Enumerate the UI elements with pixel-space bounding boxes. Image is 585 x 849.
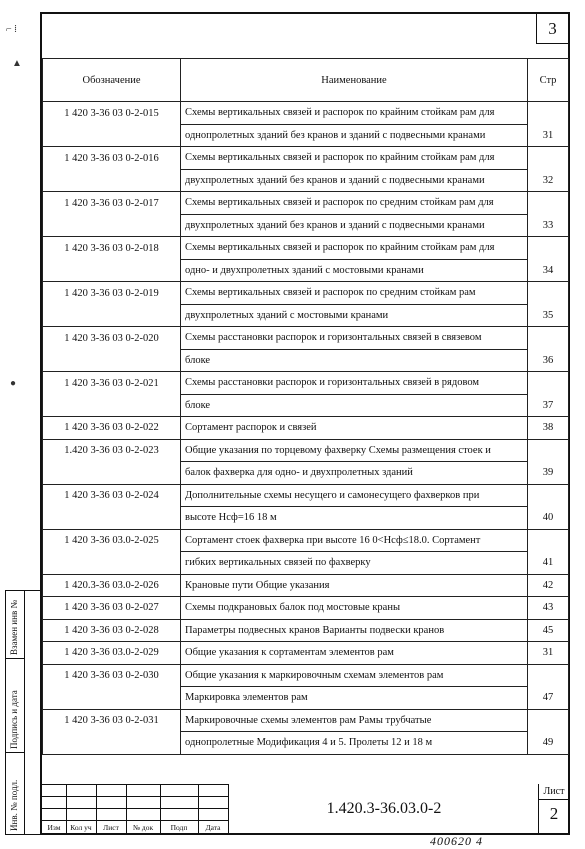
sheet-label: Лист bbox=[539, 786, 569, 800]
row-name: Общие указания по торцевому фахверку Схемы размещения стоек и bbox=[181, 439, 528, 462]
row-code-blank bbox=[43, 552, 181, 575]
row-name: Схемы вертикальных связей и распорок по средним стойкам рам bbox=[181, 282, 528, 305]
row-name-cont: балок фахверка для одно- и двухпролетных зданий bbox=[181, 462, 528, 485]
row-page: 37 bbox=[528, 394, 569, 417]
label-podp: Подп bbox=[170, 823, 188, 832]
row-page: 34 bbox=[528, 259, 569, 282]
header-name: Наименование bbox=[181, 59, 528, 102]
row-page: 35 bbox=[528, 304, 569, 327]
row-code: 1 420 3-36 03 0-2-031 bbox=[43, 709, 181, 732]
row-page-blank bbox=[528, 147, 569, 170]
table-row bbox=[43, 439, 569, 462]
table-row bbox=[43, 102, 569, 125]
table-row-continuation bbox=[43, 552, 569, 575]
table-row-continuation bbox=[43, 349, 569, 372]
row-code: 1 420 3-36 03 0-2-015 bbox=[43, 102, 181, 125]
row-name-cont: одно- и двухпролетных зданий с мостовыми кранами bbox=[181, 259, 528, 282]
row-page: 42 bbox=[528, 574, 569, 597]
row-code: 1 420 3-36 03 0-2-030 bbox=[43, 664, 181, 687]
table-row bbox=[43, 147, 569, 170]
row-code-blank bbox=[43, 394, 181, 417]
row-code: 1 420 3-36 03 0-2-024 bbox=[43, 484, 181, 507]
row-code: 1 420 3-36 03 0-2-020 bbox=[43, 327, 181, 350]
row-code-blank bbox=[43, 214, 181, 237]
row-page: 38 bbox=[528, 417, 569, 440]
row-page-blank bbox=[528, 484, 569, 507]
row-name: Схемы вертикальных связей и распорок по крайним стойкам рам для bbox=[181, 102, 528, 125]
margin-mark: ▲ bbox=[12, 58, 22, 69]
row-code: 1 420 3-36 03 0-2-018 bbox=[43, 237, 181, 260]
table-row-continuation bbox=[43, 462, 569, 485]
row-name-cont: однопролетные Модификация 4 и 5. Пролеты 12 и 18 м bbox=[181, 732, 528, 755]
row-name: Схемы подкрановых балок под мостовые краны bbox=[181, 597, 528, 620]
row-page-blank bbox=[528, 709, 569, 732]
row-name: Схемы расстановки распорок и горизонтальных связей в рядовом bbox=[181, 372, 528, 395]
row-page-blank bbox=[528, 192, 569, 215]
row-page-blank bbox=[528, 102, 569, 125]
table-row-continuation bbox=[43, 259, 569, 282]
table-row-continuation bbox=[43, 214, 569, 237]
row-code: 1 420 3-36 03 0-2-027 bbox=[43, 597, 181, 620]
row-name-cont: блоке bbox=[181, 349, 528, 372]
margin-mark: ● bbox=[10, 378, 17, 389]
row-code: 1 420 3-36 03 0-2-016 bbox=[43, 147, 181, 170]
sheet-cell bbox=[538, 784, 569, 833]
row-name: Параметры подвесных кранов Варианты подвески кранов bbox=[181, 619, 528, 642]
row-page: 39 bbox=[528, 462, 569, 485]
top-sheet-number: 3 bbox=[536, 14, 568, 44]
table-body bbox=[43, 102, 569, 755]
row-page: 32 bbox=[528, 169, 569, 192]
row-code-blank bbox=[43, 259, 181, 282]
row-page-blank bbox=[528, 664, 569, 687]
table-row bbox=[43, 417, 569, 440]
row-name: Общие указания к маркировочным схемам элементов рам bbox=[181, 664, 528, 687]
table-row bbox=[43, 327, 569, 350]
archive-stamp: 400620 4 bbox=[430, 834, 483, 848]
table-row-continuation bbox=[43, 124, 569, 147]
row-code: 1 420 3-36 03 0-2-017 bbox=[43, 192, 181, 215]
header-row bbox=[43, 59, 569, 102]
table-row bbox=[43, 237, 569, 260]
row-name: Дополнительные схемы несущего и самонесущего фахверков при bbox=[181, 484, 528, 507]
row-page: 43 bbox=[528, 597, 569, 620]
row-code-blank bbox=[43, 169, 181, 192]
table-row bbox=[43, 192, 569, 215]
signature-date-label: Подпись и дата bbox=[9, 690, 19, 749]
row-page-blank bbox=[528, 372, 569, 395]
label-doc: № док bbox=[132, 823, 154, 832]
row-name: Общие указания к сортаментам элементов рам bbox=[181, 642, 528, 665]
row-page: 31 bbox=[528, 642, 569, 665]
row-code: 1 420.3-36 03.0-2-026 bbox=[43, 574, 181, 597]
row-code: 1 420 3-36 03.0-2-029 bbox=[43, 642, 181, 665]
table-row-continuation bbox=[43, 169, 569, 192]
header-page: Стр bbox=[528, 59, 569, 102]
table-row bbox=[43, 529, 569, 552]
approval-sidebar bbox=[5, 590, 41, 835]
table-row-continuation bbox=[43, 687, 569, 710]
row-name: Сортамент распорок и связей bbox=[181, 417, 528, 440]
row-code-blank bbox=[43, 462, 181, 485]
table-row-continuation bbox=[43, 304, 569, 327]
row-code-blank bbox=[43, 349, 181, 372]
row-code: 1 420 3-36 03 0-2-022 bbox=[43, 417, 181, 440]
row-code-blank bbox=[43, 687, 181, 710]
table-row bbox=[43, 709, 569, 732]
row-page-blank bbox=[528, 237, 569, 260]
row-name-cont: двухпролетных зданий без кранов и зданий с подвесными кранами bbox=[181, 169, 528, 192]
row-code-blank bbox=[43, 124, 181, 147]
row-page: 33 bbox=[528, 214, 569, 237]
row-name-cont: высоте Нсф=16 18 м bbox=[181, 507, 528, 530]
label-izm: Изм bbox=[47, 823, 61, 832]
table-row bbox=[43, 597, 569, 620]
margin-mark: ⌐ ⁞ bbox=[6, 24, 17, 35]
row-name-cont: двухпролетных зданий без кранов и зданий с подвесными кранами bbox=[181, 214, 528, 237]
document-code: 1.420.3-36.03.0-2 bbox=[228, 784, 539, 833]
row-code: 1 420 3-36 03.0-2-025 bbox=[43, 529, 181, 552]
row-page: 41 bbox=[528, 552, 569, 575]
row-name: Крановые пути Общие указания bbox=[181, 574, 528, 597]
label-date: Дата bbox=[205, 823, 221, 832]
row-name-cont: однопролетных зданий без кранов и зданий с подвесными кранами bbox=[181, 124, 528, 147]
row-page: 47 bbox=[528, 687, 569, 710]
row-page-blank bbox=[528, 327, 569, 350]
row-name: Схемы вертикальных связей и распорок по крайним стойкам рам для bbox=[181, 147, 528, 170]
table-row bbox=[43, 642, 569, 665]
title-block bbox=[42, 784, 568, 833]
row-page: 49 bbox=[528, 732, 569, 755]
label-kol-uch: Кол уч bbox=[70, 823, 92, 832]
row-name: Сортамент стоек фахверка при высоте 16 0<Нсф≤18.0. Сортамент bbox=[181, 529, 528, 552]
label-list: Лист bbox=[103, 823, 119, 832]
row-page-blank bbox=[528, 529, 569, 552]
row-code-blank bbox=[43, 304, 181, 327]
row-page-blank bbox=[528, 282, 569, 305]
contents-table bbox=[42, 58, 569, 755]
row-page: 36 bbox=[528, 349, 569, 372]
original-inv-label: Инв. № подл. bbox=[9, 779, 19, 831]
sheet-number: 2 bbox=[549, 804, 559, 823]
table-row bbox=[43, 664, 569, 687]
row-code: 1 420 3-36 03 0-2-019 bbox=[43, 282, 181, 305]
row-code: 1.420 3-36 03 0-2-023 bbox=[43, 439, 181, 462]
row-name: Схемы расстановки распорок и горизонтальных связей в связевом bbox=[181, 327, 528, 350]
row-name: Схемы вертикальных связей и распорок по крайним стойкам рам для bbox=[181, 237, 528, 260]
table-row bbox=[43, 282, 569, 305]
row-name-cont: блоке bbox=[181, 394, 528, 417]
row-name: Схемы вертикальных связей и распорок по средним стойкам рам для bbox=[181, 192, 528, 215]
table-row-continuation bbox=[43, 394, 569, 417]
row-name-cont: двухпролетных зданий с мостовыми кранами bbox=[181, 304, 528, 327]
row-page: 31 bbox=[528, 124, 569, 147]
header-code: Обозначение bbox=[43, 59, 181, 102]
row-name: Маркировочные схемы элементов рам Рамы трубчатые bbox=[181, 709, 528, 732]
table-row bbox=[43, 484, 569, 507]
table-row-continuation bbox=[43, 732, 569, 755]
row-page-blank bbox=[528, 439, 569, 462]
table-row bbox=[43, 619, 569, 642]
row-code: 1 420 3-36 03 0-2-021 bbox=[43, 372, 181, 395]
table-row-continuation bbox=[43, 507, 569, 530]
row-name-cont: Маркировка элементов рам bbox=[181, 687, 528, 710]
row-code: 1 420 3-36 03 0-2-028 bbox=[43, 619, 181, 642]
replace-inv-label: Взамен инв № bbox=[9, 599, 19, 655]
table-row bbox=[43, 372, 569, 395]
row-name-cont: гибких вертикальных связей по фахверку bbox=[181, 552, 528, 575]
row-page: 40 bbox=[528, 507, 569, 530]
row-code-blank bbox=[43, 732, 181, 755]
row-code-blank bbox=[43, 507, 181, 530]
table-row bbox=[43, 574, 569, 597]
row-page: 45 bbox=[528, 619, 569, 642]
